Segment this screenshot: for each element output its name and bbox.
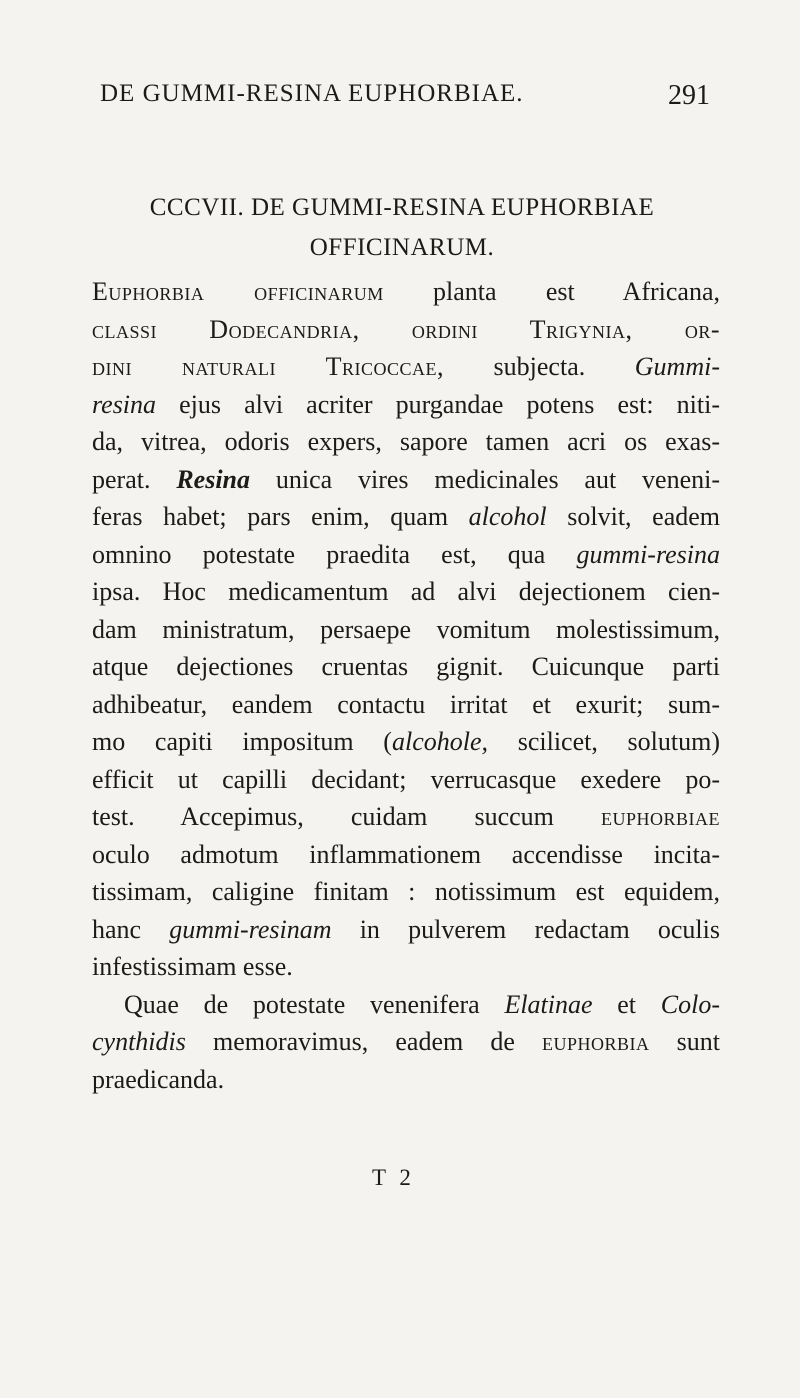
text-span: gummi-resina: [576, 539, 720, 569]
chapter-title-line: CCCVII. DE GUMMI-RESINA EUPHORBIAE: [149, 194, 655, 221]
text-line: [92, 723, 720, 761]
text-span: euphorbia: [542, 1027, 650, 1056]
text-span: et: [592, 989, 661, 1019]
text-line: [92, 536, 720, 574]
text-span: resina: [92, 389, 157, 419]
text-span: Colo-: [660, 989, 720, 1019]
text-span: Gummi-: [634, 352, 720, 381]
text-line: [92, 986, 720, 1024]
text-line: ipsa. Hoc medicamentum ad alvi dejectionem cien-: [92, 577, 720, 606]
text-line: tissimam, caligine finitam : notissimum est equidem,: [92, 877, 720, 906]
text-line: [92, 348, 720, 386]
text-line: [92, 386, 720, 424]
body-text: [92, 273, 720, 1098]
text-line: [92, 498, 720, 536]
text-span: planta est Africana,: [383, 277, 720, 306]
text-span: hanc: [92, 914, 170, 944]
text-span: sunt: [649, 1027, 720, 1056]
text-line: da, vitrea, odoris expers, sapore tamen acri os exas-: [92, 427, 720, 456]
text-span: Quae de potestate venenifera: [124, 989, 505, 1019]
signature-mark: T 2: [372, 1165, 415, 1190]
text-span: Elatinae: [504, 989, 593, 1019]
text-line: classi Dodecandria, ordini Trigynia, or-: [92, 314, 720, 344]
text-span: gummi-resinam: [169, 914, 332, 944]
text-span: memoravimus, eadem de: [185, 1027, 543, 1056]
page-number: 291: [668, 80, 710, 111]
text-line: dam ministratum, persaepe vomitum molestissimum,: [92, 614, 720, 644]
text-span: Euphorbia officinarum: [92, 277, 384, 306]
text-span: euphorbiae: [600, 802, 720, 831]
text-line: atque dejectiones cruentas gignit. Cuicunque parti: [92, 652, 720, 681]
text-line: [92, 911, 720, 949]
text-span: dini naturali Tricoccae,: [92, 352, 444, 381]
text-span: test. Accepimus, cuidam succum: [92, 802, 601, 831]
text-line: praedicanda.: [92, 1064, 225, 1094]
text-span: alcohole,: [391, 727, 489, 756]
text-line: adhibeatur, eandem contactu irritat et exurit; sum-: [92, 689, 720, 719]
text-span: alcohol: [468, 502, 547, 531]
text-span: feras habet; pars enim, quam: [92, 502, 469, 531]
text-span: Resina: [176, 464, 250, 494]
running-head: [100, 80, 710, 120]
text-span: unica vires medicinales aut veneni-: [250, 464, 720, 494]
running-title: DE GUMMI-RESINA EUPHORBIAE.: [100, 80, 524, 107]
text-line: [92, 1023, 720, 1061]
text-line: [92, 273, 720, 311]
text-line: [92, 798, 720, 836]
chapter-title: [92, 188, 712, 268]
text-span: perat.: [92, 464, 177, 494]
text-span: solvit, eadem: [546, 502, 721, 531]
text-line: efficit ut capilli decidant; verrucasque exedere po-: [92, 764, 720, 794]
text-span: subjecta.: [444, 352, 635, 381]
text-line: [92, 461, 720, 499]
text-span: omnino potestate praedita est, qua: [92, 539, 577, 569]
text-line: oculo admotum inflammationem accendisse incita-: [92, 839, 720, 869]
text-span: cynthidis: [92, 1027, 186, 1056]
text-span: mo capiti impositum (: [92, 727, 392, 756]
text-span: scilicet, solutum): [488, 727, 720, 756]
text-span: ejus alvi acriter purgandae potens est: niti-: [156, 389, 720, 419]
chapter-title-line: OFFICINARUM.: [309, 234, 495, 261]
text-line: infestissimam esse.: [92, 952, 293, 981]
text-span: in pulverem redactam oculis: [331, 914, 720, 944]
